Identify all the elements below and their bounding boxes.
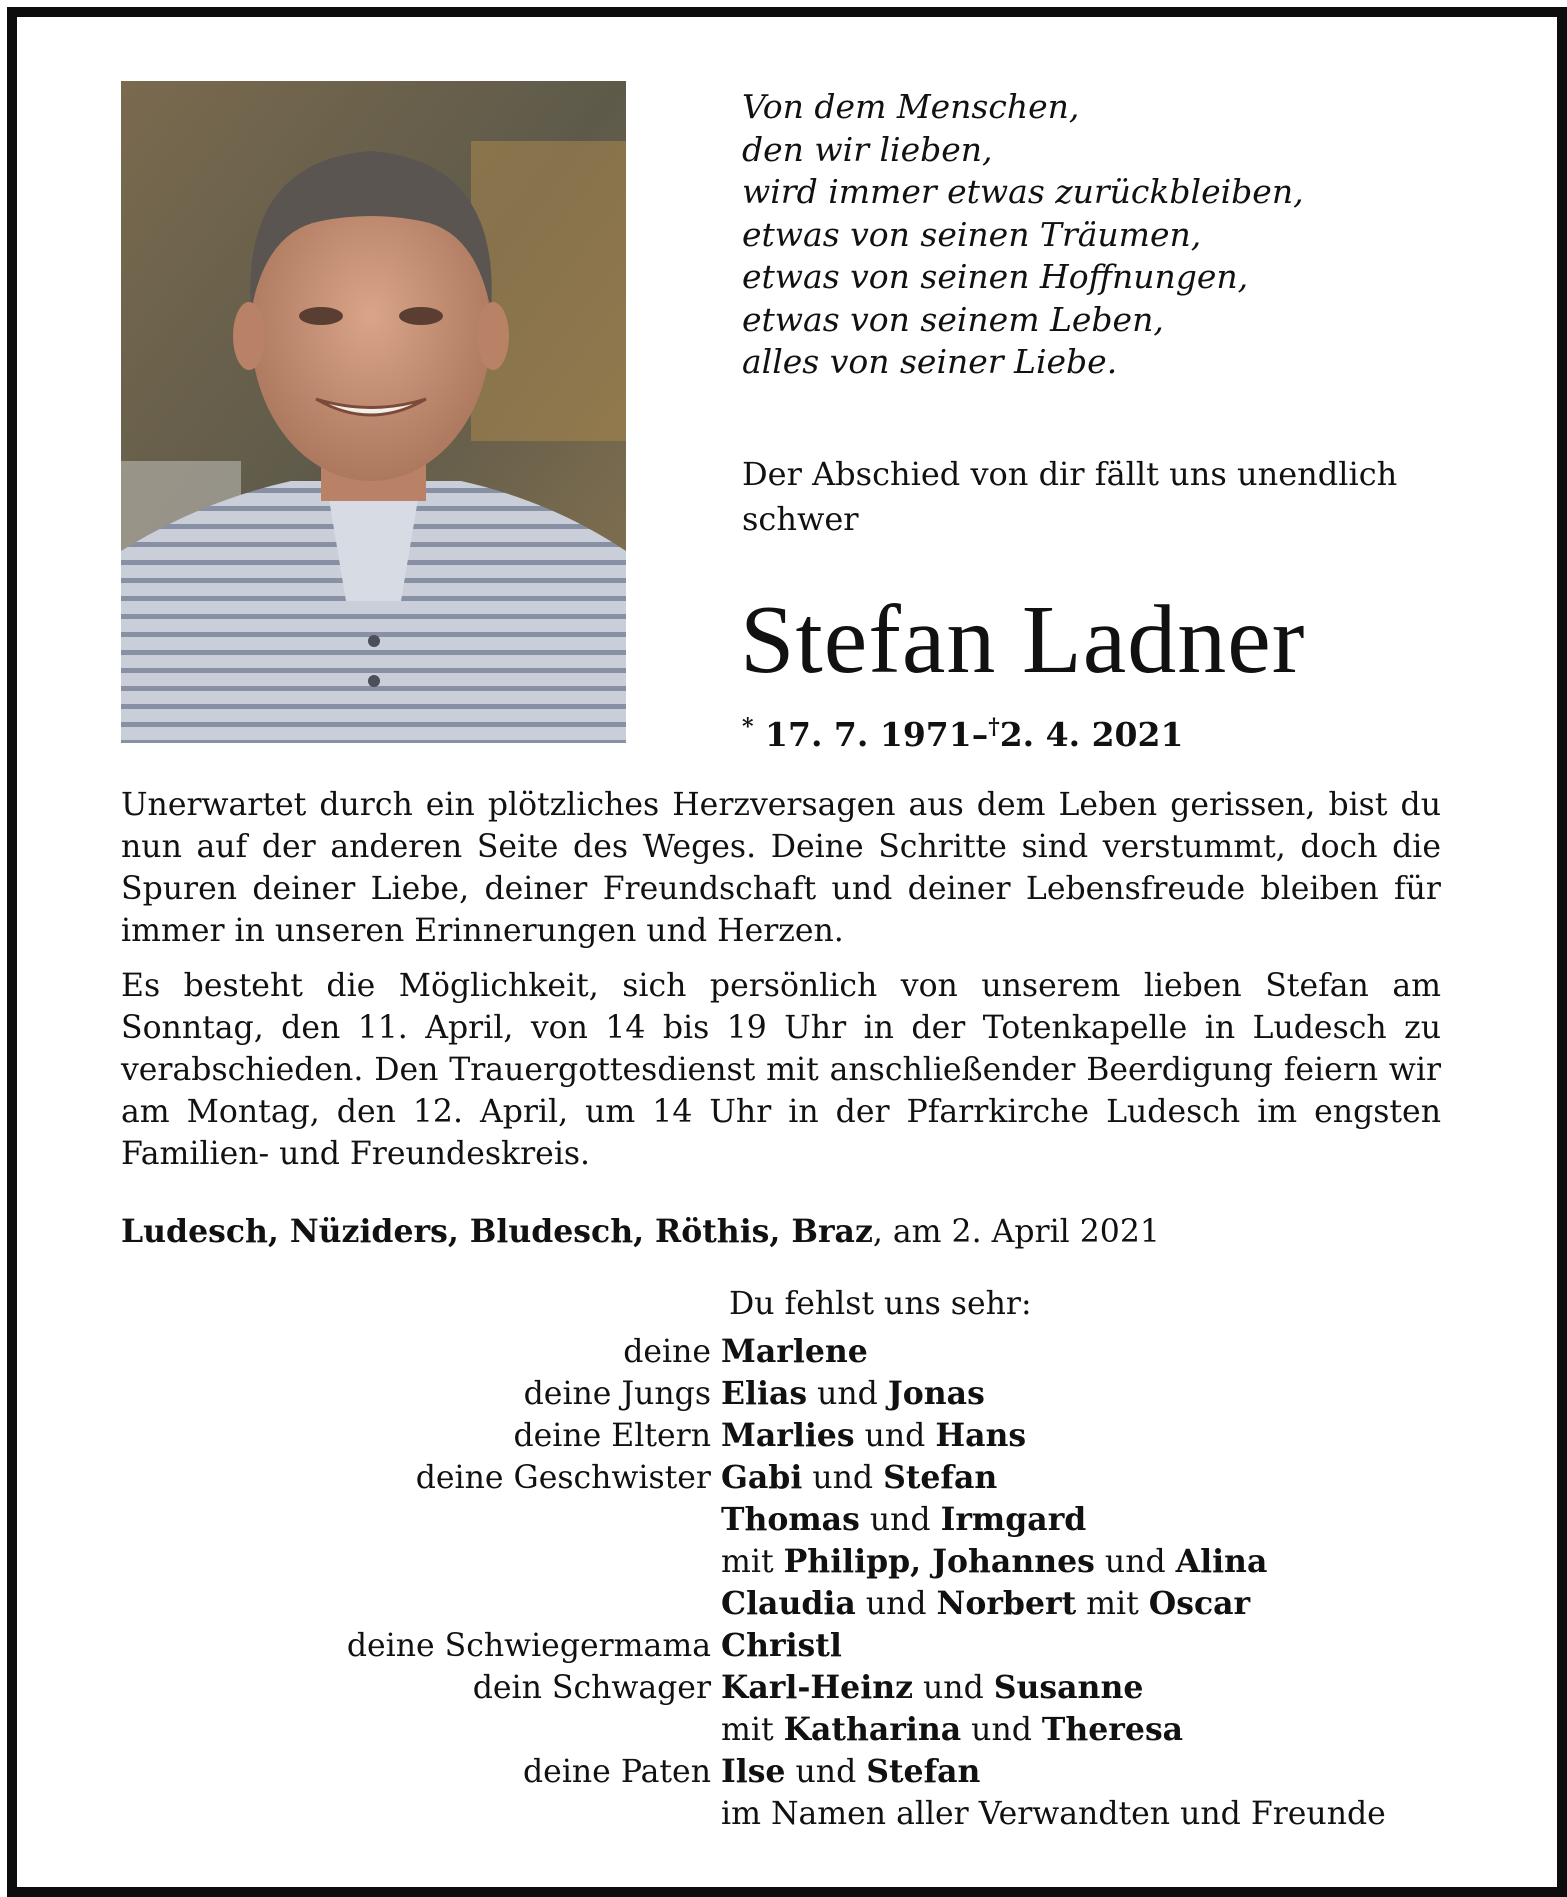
mourner-name: Theresa [1041, 1711, 1184, 1748]
mourner-connector: mit [1076, 1586, 1149, 1622]
mourner-relation [121, 1541, 721, 1583]
places-towns: Ludesch, Nüziders, Bludesch, Röthis, Braz [121, 1213, 873, 1250]
paragraph-announcement: Unerwartet durch ein plötzliches Herzversagen aus dem Leben gerissen, bist du nun auf der anderen Seite des Weges. Deine Schritte sind verstummt, doch die Spuren deiner Liebe, deiner Freundschaft und deiner Lebensfreude bleiben für immer in unseren Erinnerungen und Herzen. [121, 787, 1441, 949]
mourner-row [121, 1625, 1451, 1667]
mourner-connector: und [854, 1418, 936, 1454]
deceased-name: Stefan Ladner [740, 586, 1306, 694]
poem-line: etwas von seinen Hoffnungen, [742, 257, 1249, 296]
mourner-row [121, 1541, 1451, 1583]
mourner-names [721, 1457, 997, 1499]
birth-date: 17. 7. 1971 [765, 715, 972, 754]
mourner-relation: deine Jungs [523, 1376, 711, 1412]
mourner-connector: und [807, 1376, 888, 1412]
mourner-relation: deine Eltern [513, 1418, 711, 1454]
mourner-connector: und [785, 1754, 867, 1790]
mourner-connector: im Namen aller Verwandten und Freunde [721, 1796, 1386, 1832]
mourner-relation: dein Schwager [472, 1670, 711, 1706]
poem [742, 86, 1382, 384]
mourner-connector: und [1094, 1544, 1176, 1580]
poem-line: etwas von seinem Leben, [742, 299, 1164, 339]
mourner-name: Ilse [721, 1753, 786, 1790]
portrait-image [121, 81, 626, 743]
mourner-connector: mit [721, 1712, 784, 1748]
mourner-row [121, 1415, 1451, 1457]
mourner-names [721, 1751, 980, 1793]
places-and-date [121, 1213, 1160, 1250]
mourner-name: Philipp, Johannes [783, 1543, 1095, 1580]
mourner-names [721, 1373, 985, 1415]
mourner-names [721, 1541, 1267, 1583]
mourner-connector: und [855, 1586, 937, 1622]
mourner-name: Stefan [883, 1459, 998, 1496]
mourner-row [121, 1751, 1451, 1793]
mourner-relation: deine Schwiegermama [346, 1628, 711, 1664]
mourner-names [721, 1793, 1386, 1835]
poem-line: den wir lieben, [742, 129, 993, 169]
mourner-name: Hans [935, 1417, 1027, 1454]
mourner-row [121, 1667, 1451, 1709]
mourner-name: Thomas [721, 1501, 860, 1538]
poem-line: etwas von seinen Träumen, [742, 214, 1202, 254]
mourner-name: Stefan [866, 1753, 981, 1790]
mourner-connector: mit [721, 1544, 784, 1580]
mourner-name: Claudia [721, 1585, 856, 1622]
farewell-text: Der Abschied von dir fällt uns unendlich schwer [742, 455, 1398, 538]
mourner-relation: deine Geschwister [415, 1460, 711, 1496]
portrait-photo [121, 81, 626, 743]
mourner-name: Gabi [721, 1459, 803, 1496]
poem-line: Von dem Menschen, [742, 87, 1080, 126]
mourner-name: Susanne [993, 1669, 1144, 1706]
mourner-connector: und [912, 1670, 994, 1706]
mourner-name: Elias [721, 1375, 808, 1412]
mourner-connector: und [802, 1460, 884, 1496]
mourners-intro: Du fehlst uns sehr: [729, 1286, 1032, 1322]
poem-line: alles von seiner Liebe. [742, 342, 1118, 381]
mourner-rows [121, 1331, 1451, 1835]
mourner-names [721, 1499, 1086, 1541]
mourner-relation [121, 1583, 721, 1625]
mourner-names [721, 1709, 1183, 1751]
mourner-name: Christl [721, 1627, 842, 1664]
mourner-names [721, 1415, 1026, 1457]
mourner-name: Oscar [1148, 1585, 1251, 1622]
mourner-relation [121, 1793, 721, 1835]
mourner-relation: deine [623, 1334, 711, 1370]
mourner-connector: und [859, 1502, 941, 1538]
mourner-row [121, 1793, 1451, 1835]
mourner-row [121, 1709, 1451, 1751]
mourner-relation [121, 1709, 721, 1751]
announcement-date: , am 2. April 2021 [872, 1214, 1160, 1250]
mourner-relation [121, 1499, 721, 1541]
mourner-names [721, 1331, 868, 1373]
mourner-name: Norbert [936, 1585, 1077, 1622]
life-dates [742, 714, 1183, 754]
death-mark: † [988, 714, 1000, 740]
mourner-row [121, 1583, 1451, 1625]
mourner-row [121, 1373, 1451, 1415]
mourner-name: Katharina [783, 1711, 962, 1748]
mourner-connector: und [961, 1712, 1042, 1748]
paragraph-funeral-details: Es besteht die Möglichkeit, sich persönlich von unserem lieben Stefan am Sonntag, den 11. April, von 14 bis 19 Uhr in der Totenkapelle in Ludesch zu verabschieden. Den Trauergottesdienst mit anschließender Beerdigung feiern wir am Montag, den 12. April, um 14 Uhr in der Pfarrkirche Ludesch im engsten Familien- und Freundeskreis. [121, 968, 1441, 1172]
mourner-row [121, 1499, 1451, 1541]
mourner-names [721, 1667, 1143, 1709]
mourners-list [121, 1283, 1451, 1835]
birth-mark: * [742, 714, 754, 740]
death-date: 2. 4. 2021 [999, 715, 1184, 754]
mourner-name: Marlies [721, 1417, 855, 1454]
mourner-name: Marlene [721, 1333, 868, 1370]
date-separator: – [971, 715, 989, 754]
mourner-names [721, 1625, 842, 1667]
mourner-names [721, 1583, 1250, 1625]
mourner-row [121, 1331, 1451, 1373]
poem-line: wird immer etwas zurückbleiben, [742, 172, 1304, 211]
mourner-name: Alina [1175, 1543, 1268, 1580]
mourner-name: Karl-Heinz [721, 1669, 913, 1706]
mourner-name: Irmgard [940, 1501, 1087, 1538]
mourner-relation: deine Paten [523, 1754, 711, 1790]
mourner-row [121, 1457, 1451, 1499]
mourner-name: Jonas [887, 1375, 985, 1412]
